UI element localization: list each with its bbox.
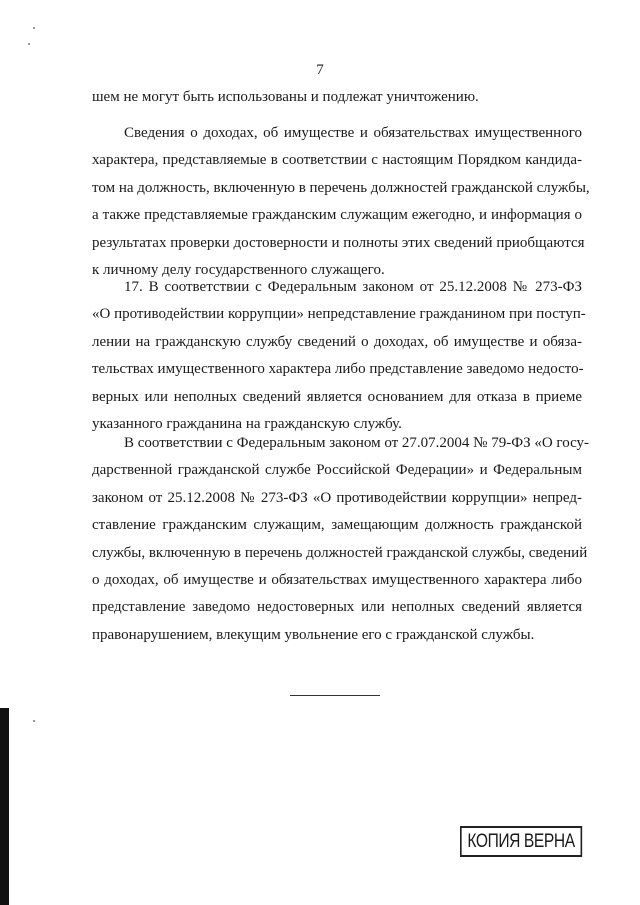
copy-certified-stamp: КОПИЯ ВЕРНА xyxy=(460,826,582,857)
text-line: верных или неполных сведений является основанием для отказа в приеме xyxy=(92,388,582,405)
scan-speck xyxy=(28,43,30,45)
paragraph-income-info xyxy=(92,120,590,284)
text-line: законом от 25.12.2008 № 273-ФЗ «О противодействии коррупции» непред- xyxy=(92,489,582,506)
text-line: дарственной гражданской службе Российской Федерации» и Федеральным xyxy=(92,462,582,479)
text-line: представление заведомо недостоверных или неполных сведений является xyxy=(92,599,582,616)
text-line: результатах проверки достоверности и полноты этих сведений приобщаются xyxy=(92,234,585,251)
text-line: ставление гражданским служащим, замещающим должность гражданской xyxy=(92,517,582,534)
text-line: правонарушением, влекущим увольнение его с гражданской службы. xyxy=(92,626,535,643)
text-line: «О противодействии коррупции» непредставление гражданином при поступ- xyxy=(92,306,586,323)
text-line: лении на гражданскую службу сведений о доходах, об имуществе и обяза- xyxy=(92,333,582,350)
text-line: а также представляемые гражданским служащим ежегодно, и информация о xyxy=(92,207,582,224)
text-line: шем не могут быть использованы и подлежат уничтожению. xyxy=(92,89,479,105)
text-line: В соответствии с Федеральным законом от 27.07.2004 № 79-ФЗ «О госу- xyxy=(124,435,590,451)
text-line: характера, представляемые в соответствии с настоящим Порядком кандида- xyxy=(92,152,582,169)
paragraph-federal-law xyxy=(92,430,590,649)
text-line: о доходах, об имуществе и обязательствах имущественного характера либо xyxy=(92,572,582,589)
scan-edge-artifact xyxy=(0,708,9,905)
scan-speck xyxy=(33,720,35,722)
text-line: том на должность, включенную в перечень должностей гражданской службы, xyxy=(92,179,590,196)
page-number: 7 xyxy=(316,62,324,78)
scan-speck xyxy=(33,27,35,29)
paragraph-continuation xyxy=(92,84,582,111)
text-line: 17. В соответствии с Федеральным законом от 25.12.2008 № 273-ФЗ xyxy=(124,279,582,295)
paragraph-item-17 xyxy=(92,274,586,438)
text-line: службы, включенную в перечень должностей гражданской службы, сведений xyxy=(92,544,588,561)
separator-line xyxy=(290,695,380,696)
text-line: Сведения о доходах, об имуществе и обязательствах имущественного xyxy=(124,125,582,141)
text-line: тельствах имущественного характера либо представление заведомо недосто- xyxy=(92,361,584,378)
text-line: к личному делу государственного служащего. xyxy=(92,262,385,279)
text-line: указанного гражданина на гражданскую службу. xyxy=(92,416,402,433)
